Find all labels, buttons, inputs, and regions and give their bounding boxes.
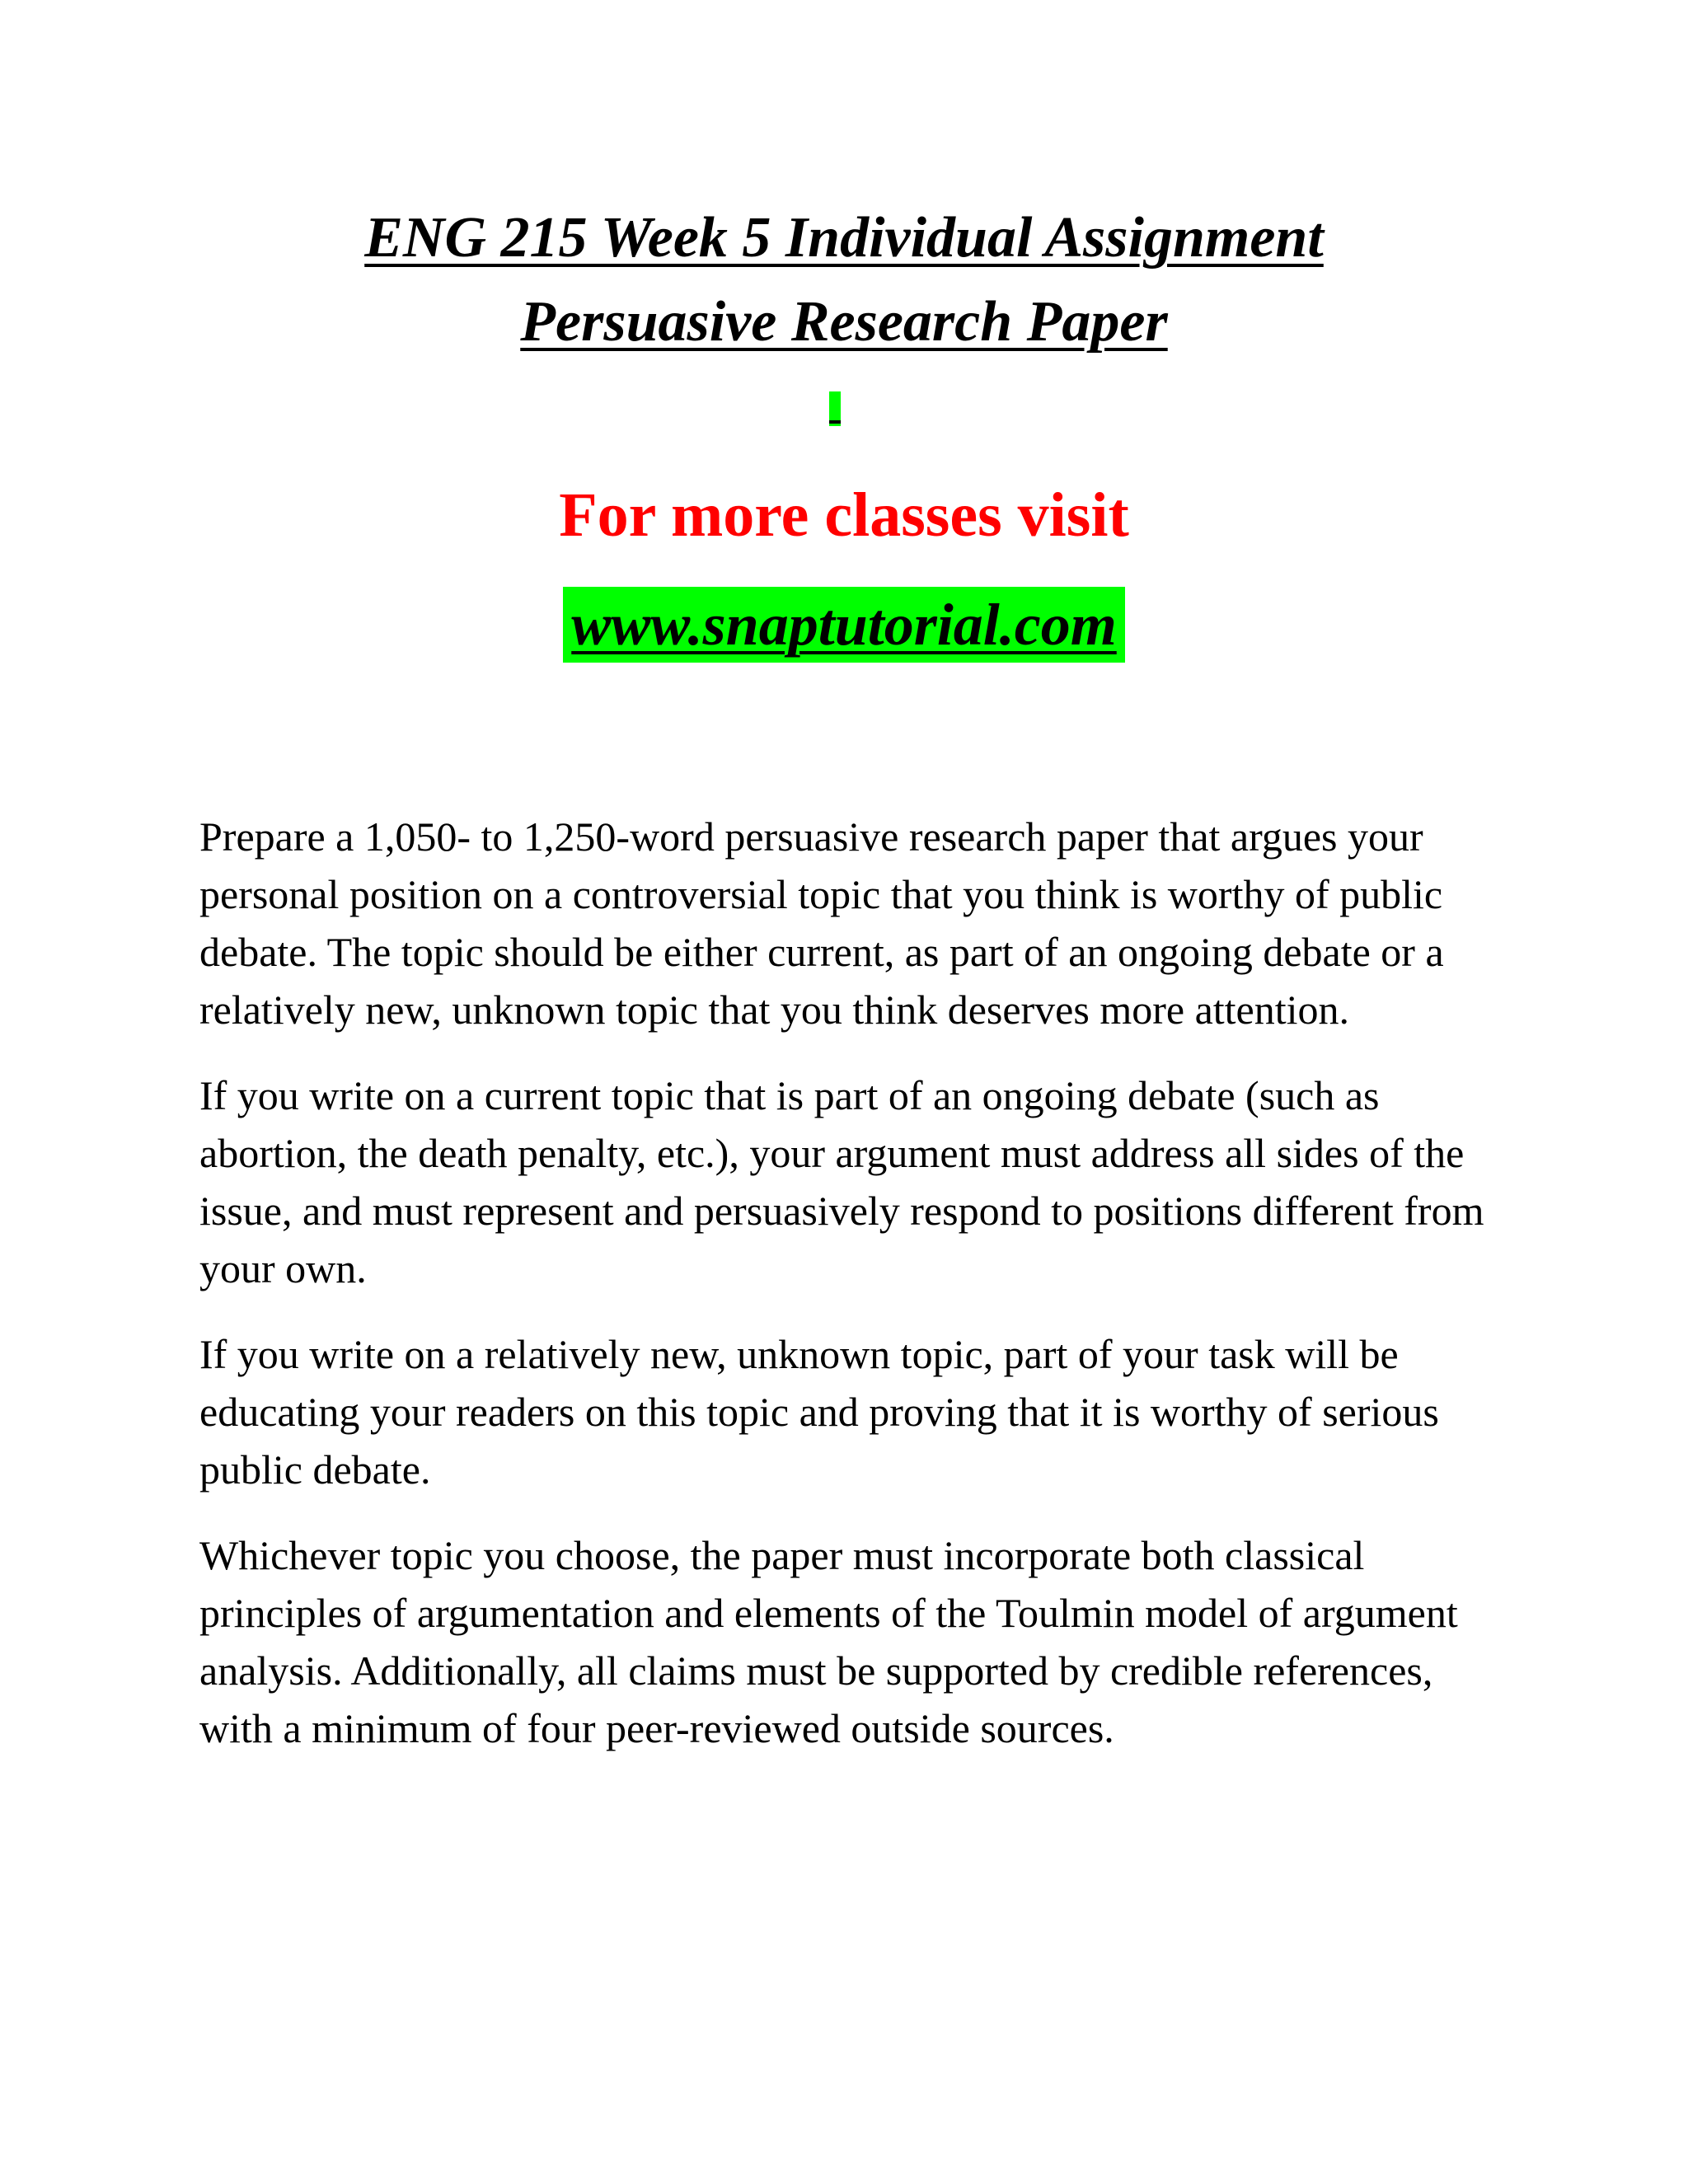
paragraph-1: Prepare a 1,050- to 1,250-word persuasive research paper that argues your personal position on a controversial topic that you think is worthy of public debate. The topic should be either current, as part of an ongoing debate or a relatively new, unknown topic that you think deserves more attention. — [199, 813, 1444, 1033]
highlight-mark-underline — [829, 420, 841, 424]
paragraph-2: If you write on a current topic that is part of an ongoing debate (such as abortion, the death penalty, etc.), your argument must address all sides of the issue, and must represent and persuasively respond to positions different from your own. — [199, 1072, 1484, 1291]
promo-text: For more classes visit — [559, 480, 1129, 550]
link-container — [0, 587, 1688, 663]
body-text — [199, 808, 1510, 1785]
title-line-2: Persuasive Research Paper — [520, 290, 1168, 354]
paragraph-3: If you write on a relatively new, unknown topic, part of your task will be educating your readers on this topic and proving that it is worthy of serious public debate. — [199, 1331, 1439, 1493]
title-line-1: ENG 215 Week 5 Individual Assignment — [364, 206, 1324, 269]
paragraph-4: Whichever topic you choose, the paper must incorporate both classical principles of argumentation and elements of the Toulmin model of argument analysis. Additionally, all claims must be supported by credible references, with a minimum of four peer-reviewed outside sources. — [199, 1532, 1458, 1751]
website-link[interactable]: www.snaptutorial.com — [563, 587, 1125, 663]
document-title — [0, 196, 1688, 364]
